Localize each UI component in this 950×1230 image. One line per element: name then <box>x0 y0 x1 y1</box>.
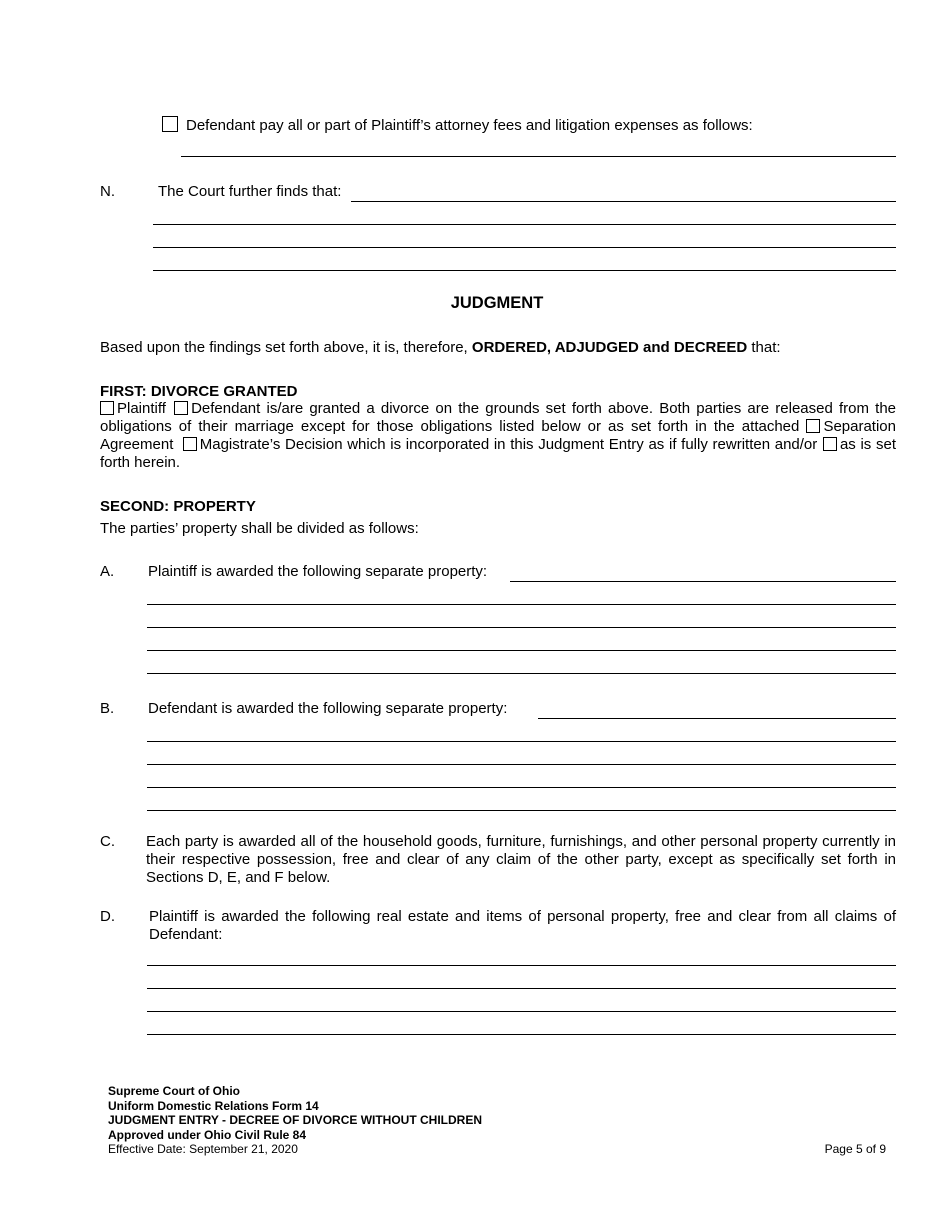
page-number: Page 5 of 9 <box>824 1142 886 1156</box>
item-b-marker: B. <box>100 700 115 717</box>
separation-agreement-label: Separation Agreement <box>100 418 896 453</box>
item-a-text: Plaintiff is awarded the following separate property: <box>148 563 488 580</box>
attorney-fees-text: Defendant pay all or part of Plaintiff’s attorney fees and litigation expenses as follows: <box>186 117 753 134</box>
magistrate-decision-label: Magistrate’s Decision which is incorporated in this Judgment Entry as if fully rewritten and/or <box>199 436 818 453</box>
item-b-text: Defendant is awarded the following separate property: <box>148 700 508 717</box>
further-findings-line[interactable] <box>153 270 896 271</box>
plaintiff-real-estate-line[interactable] <box>147 1034 896 1035</box>
footer-rule: Approved under Ohio Civil Rule 84 <box>108 1127 307 1142</box>
set-forth-herein-label: as is set forth herein. <box>100 436 897 471</box>
judgment-intro-bold: ORDERED, ADJUDGED and DECREED <box>471 339 748 356</box>
judgment-intro-before: Based upon the findings set forth above, it is, therefore, <box>100 339 468 356</box>
item-a-marker: A. <box>100 563 115 580</box>
set-forth-herein-checkbox[interactable] <box>823 437 837 451</box>
judgment-intro-after: that: <box>751 339 781 356</box>
attorney-fees-blank-line[interactable] <box>181 156 896 157</box>
magistrate-decision-checkbox[interactable] <box>183 437 197 451</box>
attorney-fees-checkbox[interactable] <box>162 116 178 132</box>
plaintiff-label: Plaintiff <box>117 400 166 417</box>
separation-agreement-checkbox[interactable] <box>806 419 820 433</box>
plaintiff-real-estate-line[interactable] <box>147 988 896 989</box>
plaintiff-separate-property-line[interactable] <box>147 673 896 674</box>
defendant-separate-property-line[interactable] <box>538 718 896 719</box>
attorney-fees-option <box>162 116 753 134</box>
further-findings-label: The Court further finds that: <box>158 183 342 200</box>
second-heading: SECOND: PROPERTY <box>100 498 256 515</box>
plaintiff-separate-property-line[interactable] <box>147 627 896 628</box>
further-findings-line[interactable] <box>351 201 896 202</box>
judgment-intro <box>100 339 781 356</box>
plaintiff-checkbox[interactable] <box>100 401 114 415</box>
item-c-marker: C. <box>100 833 115 850</box>
plaintiff-real-estate-line[interactable] <box>147 965 896 966</box>
further-findings-line[interactable] <box>153 247 896 248</box>
defendant-checkbox[interactable] <box>174 401 188 415</box>
footer-form: Uniform Domestic Relations Form 14 <box>108 1098 319 1113</box>
defendant-separate-property-line[interactable] <box>147 741 896 742</box>
further-findings-marker: N. <box>100 183 115 200</box>
defendant-separate-property-line[interactable] <box>147 810 896 811</box>
first-paragraph <box>100 400 896 472</box>
item-c-text: Each party is awarded all of the household goods, furniture, furnishings, and other personal property currently in their respective possession, free and clear of any claim of the other party, except as specifically set forth in Sections D, E, and F below. <box>146 833 896 886</box>
first-heading: FIRST: DIVORCE GRANTED <box>100 383 298 400</box>
form-footer <box>108 1084 482 1157</box>
defendant-separate-property-line[interactable] <box>147 787 896 788</box>
footer-court: Supreme Court of Ohio <box>108 1084 240 1098</box>
plaintiff-separate-property-line[interactable] <box>147 650 896 651</box>
item-d-marker: D. <box>100 908 115 925</box>
further-findings-line[interactable] <box>153 224 896 225</box>
divorce-granted-text: Defendant is/are granted a divorce on the grounds set forth above. Both parties are released from the obligations of their marriage except for those obligations listed below or as set forth in the attached <box>100 400 896 435</box>
defendant-separate-property-line[interactable] <box>147 764 896 765</box>
footer-title: JUDGMENT ENTRY - DECREE OF DIVORCE WITHOUT CHILDREN <box>108 1113 483 1127</box>
property-intro: The parties’ property shall be divided as follows: <box>100 520 419 537</box>
judgment-heading: JUDGMENT <box>450 294 544 312</box>
item-d-text: Plaintiff is awarded the following real estate and items of personal property, free and clear from all claims of Defendant: <box>149 908 896 943</box>
footer-effective-date: Effective Date: September 21, 2020 <box>108 1142 298 1156</box>
plaintiff-real-estate-line[interactable] <box>147 1011 896 1012</box>
plaintiff-separate-property-line[interactable] <box>147 604 896 605</box>
plaintiff-separate-property-line[interactable] <box>510 581 896 582</box>
